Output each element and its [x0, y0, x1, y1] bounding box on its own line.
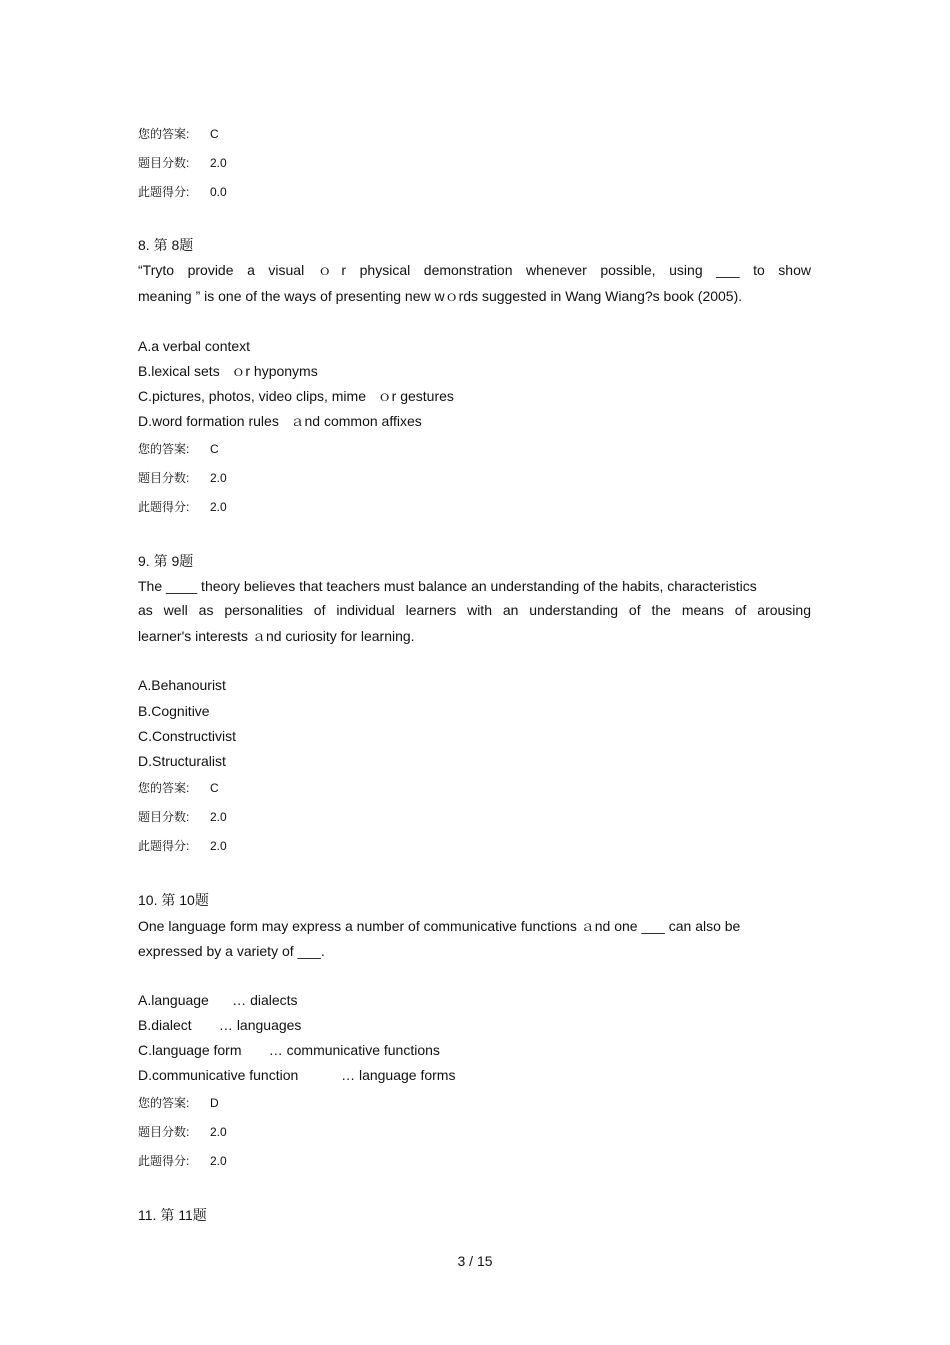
question-8-option-a: A.a verbal context	[138, 338, 251, 354]
question-10-option-a: A.language … dialects	[138, 992, 298, 1008]
question-8-option-d: D.word formation rules ａnd common affixes	[138, 413, 422, 429]
question-score-value: 2.0	[210, 1125, 227, 1139]
question-8-option-c: C.pictures, photos, video clips, mime ｏr gestures	[138, 388, 454, 404]
earned-score-label: 此题得分:	[138, 185, 190, 199]
question-9-title: 9. 第 9题	[138, 553, 194, 569]
question-10-option-b: B.dialect … languages	[138, 1017, 302, 1033]
question-8-stem-line: meaning ” is one of the ways of presenting new wｏrds suggested in Wang Wiang?s book (2005).	[138, 288, 743, 304]
your-answer-label: 您的答案:	[138, 781, 190, 795]
question-9-stem-line: learner's interests ａnd curiosity for learning.	[138, 628, 415, 644]
your-answer-row	[138, 442, 219, 456]
earned-score-row	[138, 185, 227, 199]
question-score-row	[138, 471, 227, 485]
question-score-value: 2.0	[210, 810, 227, 824]
question-score-label: 题目分数:	[138, 156, 190, 170]
question-8-stem	[138, 261, 811, 305]
question-score-value: 2.0	[210, 471, 227, 485]
earned-score-row	[138, 839, 227, 853]
question-9-option-a: A.Behanourist	[138, 677, 226, 693]
question-9-option-c: C.Constructivist	[138, 728, 237, 744]
question-10-option-c: C.language form … communicative functions	[138, 1042, 440, 1058]
earned-score-label: 此题得分:	[138, 839, 190, 853]
question-score-row	[138, 810, 227, 824]
earned-score-row	[138, 1154, 227, 1168]
question-8-stem-line: “Tryto provide a visual ｏr physical demonstration whenever possible, using ___ to show	[138, 262, 811, 278]
question-score-row	[138, 1125, 227, 1139]
question-9-stem	[138, 577, 811, 645]
question-9-option-b: B.Cognitive	[138, 703, 210, 719]
question-score-label: 题目分数:	[138, 1125, 190, 1139]
earned-score-label: 此题得分:	[138, 1154, 190, 1168]
earned-score-value: 2.0	[210, 839, 227, 853]
question-10-stem-line: expressed by a variety of ___.	[138, 943, 325, 959]
question-11-title: 11. 第 11题	[138, 1207, 207, 1223]
question-8-title: 8. 第 8题	[138, 237, 194, 253]
earned-score-value: 0.0	[210, 185, 227, 199]
your-answer-value: D	[210, 1096, 219, 1110]
your-answer-value: C	[210, 442, 219, 456]
earned-score-row	[138, 500, 227, 514]
your-answer-value: C	[210, 127, 219, 141]
question-9-option-d: D.Structuralist	[138, 753, 226, 769]
question-10-title: 10. 第 10题	[138, 892, 209, 908]
question-10-stem	[138, 917, 811, 960]
question-score-value: 2.0	[210, 156, 227, 170]
your-answer-row	[138, 127, 219, 141]
question-score-label: 题目分数:	[138, 471, 190, 485]
your-answer-label: 您的答案:	[138, 442, 190, 456]
your-answer-label: 您的答案:	[138, 1096, 190, 1110]
question-9-stem-line: as well as personalities of individual learners with an understanding of the means of arousing	[138, 602, 811, 618]
question-score-label: 题目分数:	[138, 810, 190, 824]
your-answer-value: C	[210, 781, 219, 795]
question-8-option-b: B.lexical sets ｏr hyponyms	[138, 363, 318, 379]
earned-score-value: 2.0	[210, 500, 227, 514]
earned-score-label: 此题得分:	[138, 500, 190, 514]
page-number: 3 / 15	[457, 1253, 493, 1269]
earned-score-value: 2.0	[210, 1154, 227, 1168]
your-answer-label: 您的答案:	[138, 127, 190, 141]
question-10-option-d: D.communicative function … language forms	[138, 1067, 456, 1083]
your-answer-row	[138, 1096, 219, 1110]
your-answer-row	[138, 781, 219, 795]
question-9-stem-line: The ____ theory believes that teachers must balance an understanding of the habits, characteristics	[138, 578, 757, 594]
question-10-stem-line: One language form may express a number of communicative functions ａnd one ___ can also be	[138, 918, 741, 934]
question-score-row	[138, 156, 227, 170]
